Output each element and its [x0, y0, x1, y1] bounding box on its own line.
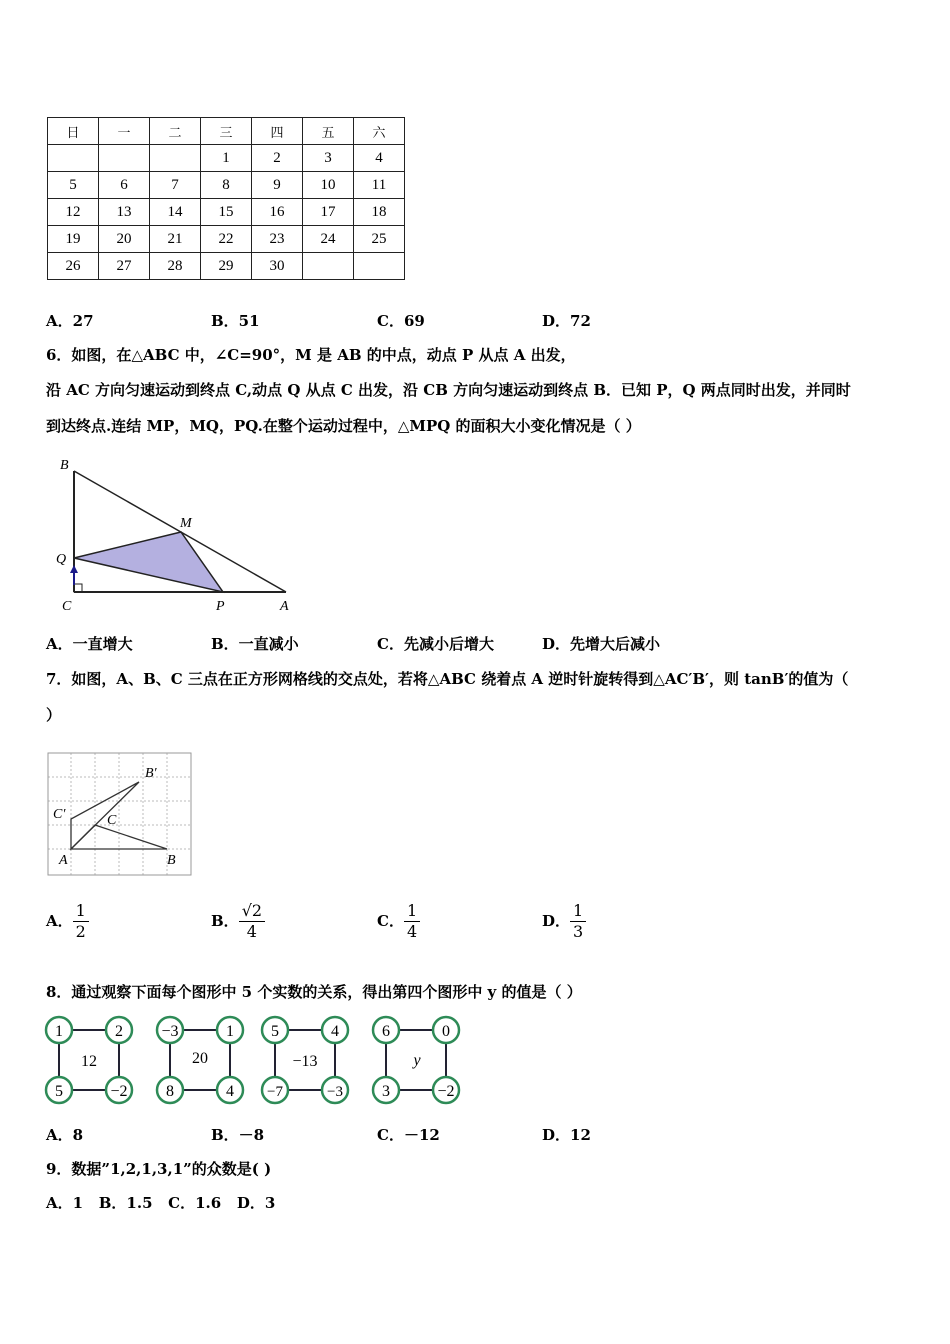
- denominator: 3: [570, 921, 586, 942]
- node-top-left: −3: [161, 1023, 179, 1040]
- label-b-prime: B′: [145, 766, 157, 781]
- label-b: B: [60, 458, 69, 473]
- node-top-left: 6: [382, 1023, 390, 1040]
- calendar-cell: [99, 145, 150, 172]
- q5-option-d[interactable]: D．72: [542, 312, 591, 330]
- option-label: C．: [377, 912, 404, 930]
- node-bottom-right: −2: [437, 1083, 455, 1100]
- calendar-header-row: [48, 118, 405, 145]
- calendar-cell: 16: [252, 199, 303, 226]
- calendar-cell: 7: [150, 172, 201, 199]
- center-value: 12: [81, 1053, 97, 1070]
- calendar-cell: 15: [201, 199, 252, 226]
- calendar-cell: 1: [201, 145, 252, 172]
- q7-option-c[interactable]: [377, 901, 420, 942]
- node-top-right: 1: [226, 1023, 234, 1040]
- q7-grid-figure: [47, 752, 193, 876]
- center-value: 20: [192, 1050, 208, 1067]
- calendar-row: [48, 253, 405, 280]
- numerator: 1: [75, 901, 86, 920]
- center-value: y: [413, 1052, 421, 1069]
- calendar-cell: [354, 253, 405, 280]
- q6-option-c[interactable]: C．先减小后增大: [377, 635, 494, 653]
- q5-option-b[interactable]: B．51: [211, 312, 260, 330]
- calendar-table: [47, 117, 405, 280]
- q8-option-a[interactable]: A．8: [46, 1126, 84, 1144]
- calendar-cell: 24: [303, 226, 354, 253]
- q5-option-a[interactable]: A．27: [46, 312, 94, 330]
- label-c-prime: C′: [53, 807, 66, 822]
- q7-option-b[interactable]: [211, 901, 265, 942]
- q8-option-b[interactable]: B．－8: [211, 1126, 265, 1144]
- label-c: C: [62, 599, 72, 614]
- calendar-cell: 23: [252, 226, 303, 253]
- calendar-cell: 19: [48, 226, 99, 253]
- calendar-cell: 22: [201, 226, 252, 253]
- calendar-cell: 30: [252, 253, 303, 280]
- calendar-cell: 26: [48, 253, 99, 280]
- fraction: [239, 901, 265, 942]
- fraction: [570, 901, 586, 942]
- calendar-cell: 5: [48, 172, 99, 199]
- node-top-right: 4: [331, 1023, 339, 1040]
- numerator: 1: [573, 901, 584, 920]
- calendar-cell: [303, 253, 354, 280]
- q9-text-line1: 9．数据”1,2,1,3,1”的众数是( ): [46, 1160, 272, 1178]
- label-m: M: [180, 516, 192, 531]
- calendar-cell: 28: [150, 253, 201, 280]
- calendar-cell: 4: [354, 145, 405, 172]
- calendar-row: [48, 172, 405, 199]
- calendar-cell: 29: [201, 253, 252, 280]
- calendar-cell: 20: [99, 226, 150, 253]
- numerator: √2: [241, 901, 263, 920]
- right-angle-mark: [74, 584, 82, 592]
- node-bottom-left: 5: [55, 1083, 63, 1100]
- q7-text-line2: ）: [46, 706, 62, 724]
- calendar-row: [48, 199, 405, 226]
- calendar-cell: 6: [99, 172, 150, 199]
- calendar-header: 一: [99, 118, 150, 145]
- mpq-shaded-triangle: [74, 532, 223, 592]
- label-b: B: [167, 853, 176, 868]
- center-value: −13: [292, 1053, 318, 1070]
- triangle-acb-prime: [71, 782, 139, 849]
- q7-text-line1: 7．如图，A、B、C 三点在正方形网格线的交点处，若将△ABC 绕着点 A 逆时针旋转得到△AC′B′，则 tanB′的值为（: [46, 670, 849, 688]
- calendar-header: 五: [303, 118, 354, 145]
- denominator: 4: [404, 921, 420, 942]
- calendar-cell: 3: [303, 145, 354, 172]
- calendar-cell: [48, 145, 99, 172]
- label-q: Q: [56, 552, 67, 567]
- calendar-cell: 18: [354, 199, 405, 226]
- denominator: 4: [239, 921, 265, 942]
- option-label: A．: [46, 912, 73, 930]
- arrow-head-icon: [70, 565, 78, 573]
- q8-figures: [42, 1013, 482, 1109]
- q6-triangle-figure: [50, 455, 300, 617]
- numerator: 1: [406, 901, 418, 920]
- node-bottom-right: 4: [226, 1083, 234, 1100]
- calendar-cell: 13: [99, 199, 150, 226]
- label-a: A: [280, 599, 289, 614]
- calendar-cell: 2: [252, 145, 303, 172]
- node-bottom-left: 3: [382, 1083, 390, 1100]
- q6-option-d[interactable]: D．先增大后减小: [542, 635, 661, 653]
- calendar-header: 四: [252, 118, 303, 145]
- q6-text-line3: 到达终点.连结 MP，MQ，PQ.在整个运动过程中，△MPQ 的面积大小变化情况是（ ）: [46, 417, 641, 435]
- node-top-right: 0: [442, 1023, 450, 1040]
- label-c: C: [107, 813, 117, 828]
- calendar-cell: 12: [48, 199, 99, 226]
- node-bottom-left: −7: [267, 1084, 283, 1100]
- q7-option-d[interactable]: [542, 901, 586, 942]
- q7-option-a[interactable]: [46, 901, 89, 942]
- calendar-row: [48, 145, 405, 172]
- node-top-right: 2: [115, 1023, 123, 1040]
- q8-option-c[interactable]: C．－12: [377, 1126, 440, 1144]
- node-top-left: 5: [271, 1023, 279, 1040]
- calendar-cell: 8: [201, 172, 252, 199]
- label-a: A: [59, 853, 68, 868]
- calendar-row: [48, 226, 405, 253]
- calendar-header: 三: [201, 118, 252, 145]
- q8-figure-3: [262, 1017, 348, 1103]
- q6-text-line2: 沿 AC 方向匀速运动到终点 C,动点 Q 从点 C 出发，沿 CB 方向匀速运动到终点 B．已知 P，Q 两点同时出发，并同时: [46, 381, 851, 399]
- calendar-cell: 9: [252, 172, 303, 199]
- fraction: [404, 901, 420, 942]
- option-label: D．: [542, 912, 571, 930]
- node-bottom-right: −2: [110, 1083, 128, 1100]
- calendar-header: 二: [150, 118, 201, 145]
- node-bottom-left: 8: [166, 1083, 174, 1100]
- q8-option-d[interactable]: D．12: [542, 1126, 591, 1144]
- label-p: P: [216, 599, 225, 614]
- q6-option-a[interactable]: A．一直增大: [46, 635, 133, 653]
- calendar-cell: 11: [354, 172, 405, 199]
- node-bottom-right: −3: [327, 1084, 343, 1100]
- q6-option-b[interactable]: B．一直减小: [211, 635, 299, 653]
- fraction: [73, 901, 89, 942]
- q9-options[interactable]: A．1 B．1.5 C．1.6 D．3: [46, 1194, 276, 1212]
- q8-figure-1: [46, 1017, 132, 1103]
- calendar-cell: 17: [303, 199, 354, 226]
- q8-figure-2: [157, 1017, 243, 1103]
- q5-option-c[interactable]: C．69: [377, 312, 425, 330]
- calendar-cell: 14: [150, 199, 201, 226]
- calendar-cell: 21: [150, 226, 201, 253]
- q6-text-line1: 6．如图，在△ABC 中，∠C=90°，M 是 AB 的中点，动点 P 从点 A 出发，: [46, 346, 576, 364]
- denominator: 2: [73, 921, 89, 942]
- q8-figure-4: [373, 1017, 459, 1103]
- calendar-header: 日: [48, 118, 99, 145]
- calendar-header: 六: [354, 118, 405, 145]
- calendar-cell: 27: [99, 253, 150, 280]
- calendar-cell: [150, 145, 201, 172]
- option-label: B．: [211, 912, 239, 930]
- calendar-cell: 10: [303, 172, 354, 199]
- node-top-left: 1: [55, 1023, 63, 1040]
- calendar-cell: 25: [354, 226, 405, 253]
- q8-text-line1: 8．通过观察下面每个图形中 5 个实数的关系，得出第四个图形中 y 的值是（ ）: [46, 983, 582, 1001]
